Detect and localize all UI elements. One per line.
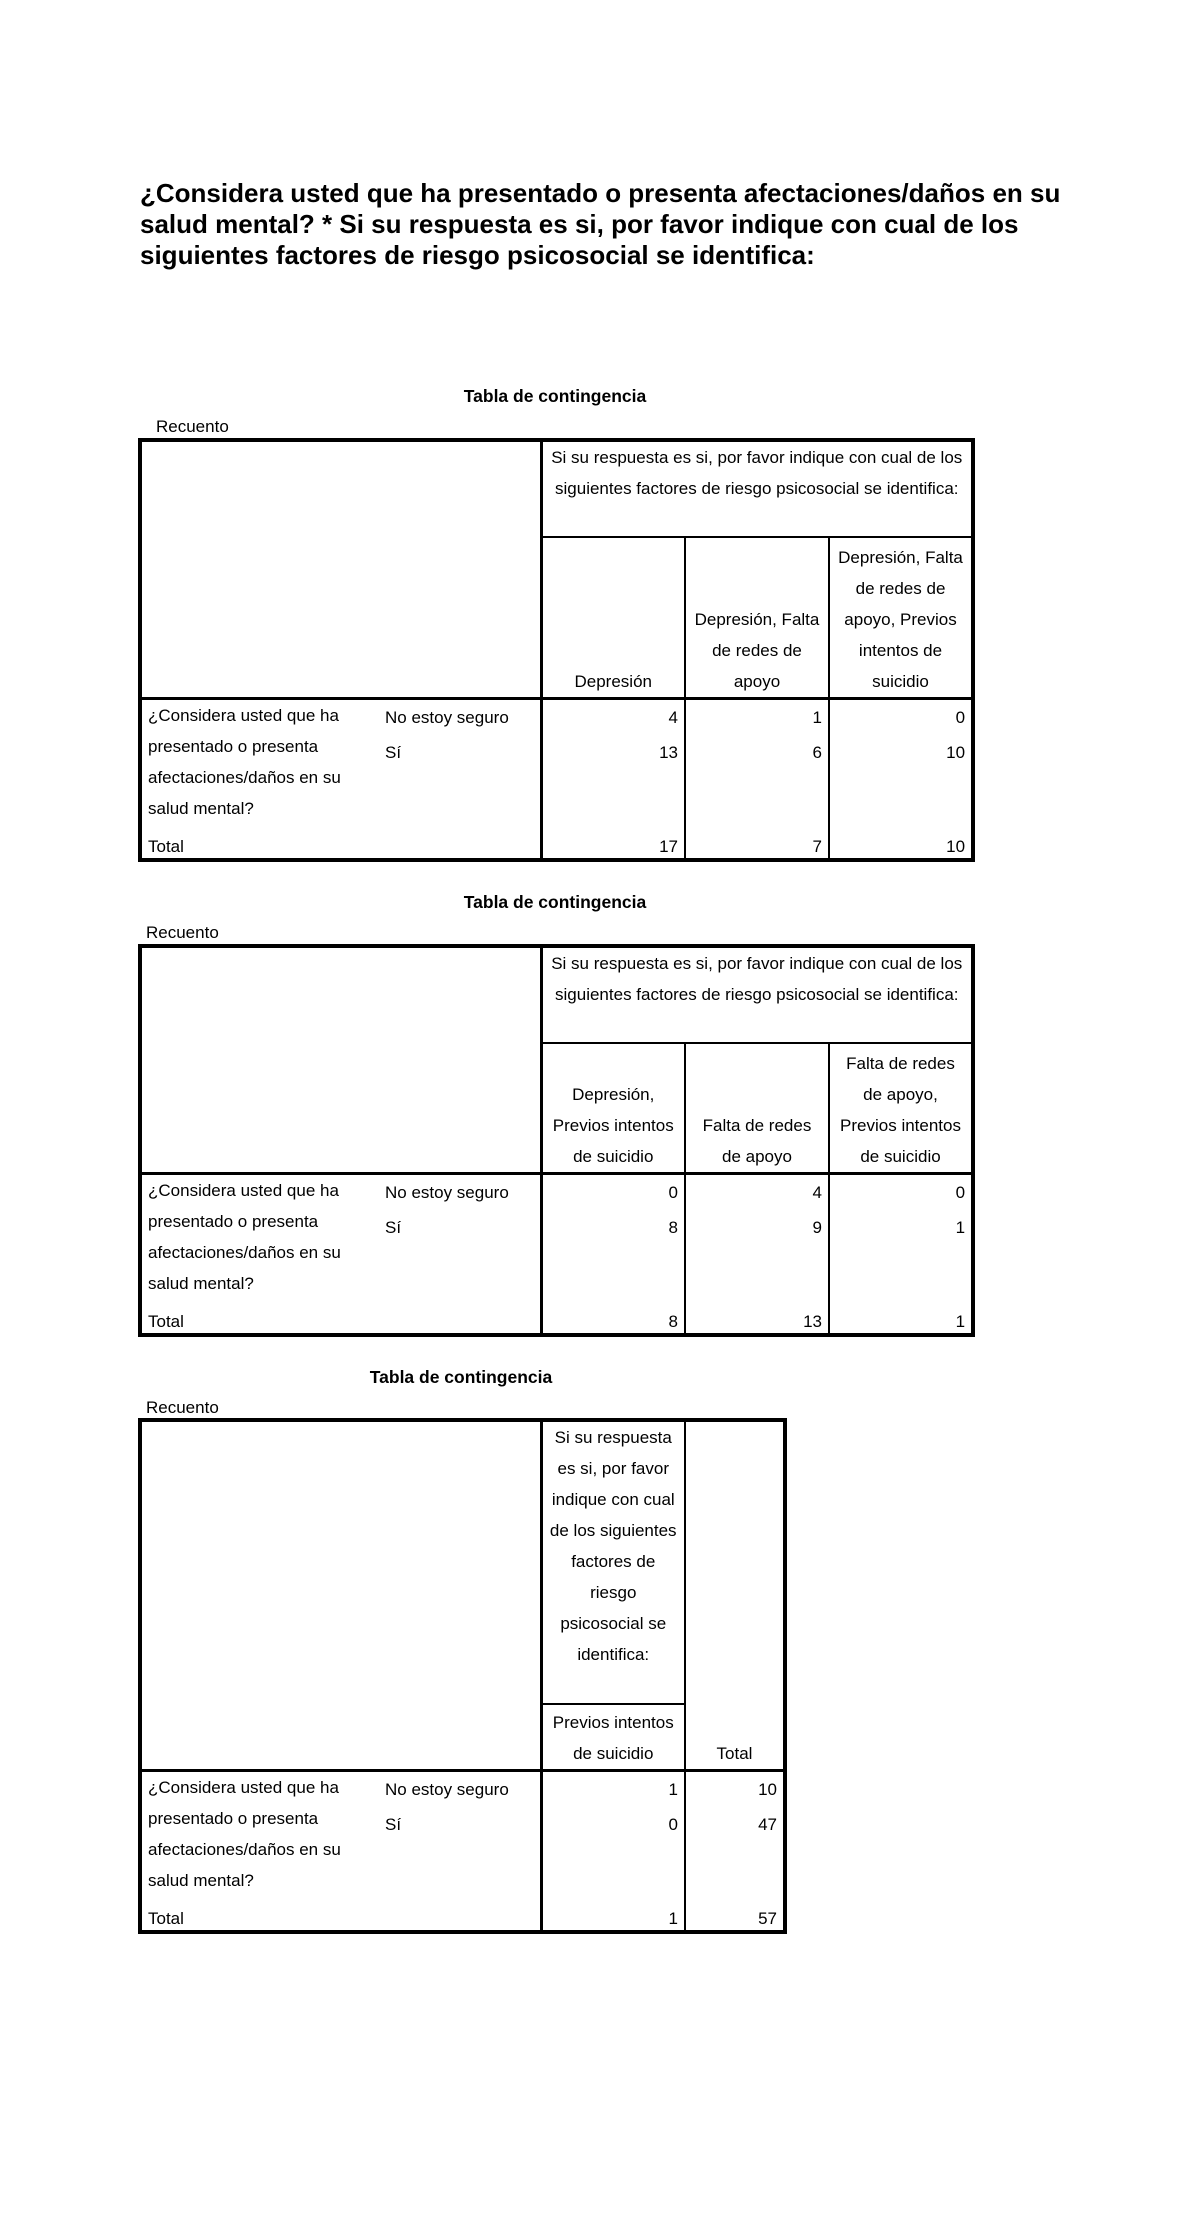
grand-total-value: 57	[758, 1909, 777, 1928]
row-question-label: ¿Considera usted que ha presentado o presenta afectaciones/daños en su salud mental?	[148, 1777, 341, 1890]
table-2-caption: Tabla de contingencia	[463, 892, 647, 912]
cell-value: 1	[812, 707, 822, 727]
table-header-corner	[140, 946, 541, 1173]
cell-value: 1	[955, 1217, 966, 1237]
row-label-no-estoy-seguro: No estoy seguro	[385, 707, 509, 727]
table-1-count-label: Recuento	[156, 417, 229, 436]
column-header: Falta de redes de apoyo, Previos intentos de suicidio	[829, 1043, 973, 1173]
row-sublabels	[379, 698, 541, 836]
column-header: Previos intentos de suicidio	[541, 1704, 685, 1770]
cell-value: 13	[659, 742, 678, 762]
cell-value: 0	[668, 1814, 678, 1834]
row-label-no-estoy-seguro: No estoy seguro	[385, 1779, 509, 1799]
total-value: 10	[946, 837, 966, 856]
cell-value: 6	[812, 742, 822, 762]
value-cell	[829, 698, 973, 836]
row-question-label: ¿Considera usted que ha presentado o presenta afectaciones/daños en su salud mental?	[148, 705, 341, 818]
table-2-count-label: Recuento	[146, 923, 219, 942]
column-header: Depresión, Falta de redes de apoyo	[685, 537, 829, 698]
page-title: ¿Considera usted que ha presentado o presenta afectaciones/daños en su salud mental? * Si su respuesta es si, por favor indique con cual de los siguientes factores de riesgo psicosocial se identifica:	[140, 178, 1061, 270]
total-value: 1	[955, 1312, 966, 1331]
table-row	[140, 698, 973, 836]
cell-value: 8	[668, 1217, 678, 1237]
value-cell	[685, 1173, 829, 1311]
row-label-si: Sí	[385, 1217, 402, 1237]
cell-value: 9	[812, 1217, 822, 1237]
total-row	[140, 836, 973, 860]
row-question-label: ¿Considera usted que ha presentado o presenta afectaciones/daños en su salud mental?	[148, 1180, 341, 1293]
total-value: 7	[685, 836, 829, 860]
table-row	[140, 1173, 973, 1311]
column-header: Depresión, Falta de redes de apoyo, Previos intentos de suicidio	[829, 537, 973, 698]
row-label-si: Sí	[385, 1814, 402, 1834]
total-label: Total	[140, 836, 541, 860]
table-3-count-label: Recuento	[146, 1398, 219, 1417]
table-row	[140, 1770, 785, 1908]
column-group-header: Si su respuesta es si, por favor indique con cual de los siguientes factores de riesgo psicosocial se identifica:	[541, 440, 973, 537]
value-cell	[685, 698, 829, 836]
value-cell	[541, 698, 685, 836]
cell-value: 10	[758, 1779, 777, 1799]
row-total-cell	[685, 1770, 785, 1908]
table-3-caption: Tabla de contingencia	[369, 1367, 553, 1387]
value-cell	[541, 1770, 685, 1908]
total-value: 8	[541, 1311, 685, 1335]
total-label: Total	[140, 1311, 541, 1335]
row-sublabels	[379, 1770, 541, 1908]
total-value: 13	[685, 1311, 829, 1335]
column-header: Falta de redes de apoyo	[685, 1043, 829, 1173]
column-group-header: Si su respuesta es si, por favor indique con cual de los siguientes factores de riesgo psicosocial se identifica:	[541, 1420, 685, 1704]
contingency-table-2	[138, 944, 975, 1337]
contingency-table-3	[138, 1418, 787, 1934]
total-value: 1	[541, 1908, 685, 1932]
table-1-caption: Tabla de contingencia	[463, 386, 647, 406]
row-sublabels	[379, 1173, 541, 1311]
value-cell	[541, 1173, 685, 1311]
row-label-no-estoy-seguro: No estoy seguro	[385, 1182, 509, 1202]
total-row	[140, 1311, 973, 1335]
total-row	[140, 1908, 785, 1932]
cell-value: 1	[668, 1779, 678, 1799]
value-cell	[829, 1173, 973, 1311]
column-header: Depresión	[541, 537, 685, 698]
total-label: Total	[140, 1908, 541, 1932]
table-header-corner	[140, 1420, 541, 1770]
total-value: 17	[541, 836, 685, 860]
total-column-header: Total	[685, 1420, 785, 1770]
cell-value: 10	[946, 742, 966, 762]
cell-value: 4	[668, 707, 678, 727]
row-label-si: Sí	[385, 742, 402, 762]
column-group-header: Si su respuesta es si, por favor indique con cual de los siguientes factores de riesgo psicosocial se identifica:	[541, 946, 973, 1043]
contingency-table-1	[138, 438, 975, 862]
cell-value: 0	[955, 707, 966, 727]
cell-value: 47	[758, 1814, 777, 1834]
table-header-corner	[140, 440, 541, 698]
column-header: Depresión, Previos intentos de suicidio	[541, 1043, 685, 1173]
cell-value: 0	[668, 1182, 678, 1202]
cell-value: 0	[955, 1182, 966, 1202]
cell-value: 4	[812, 1182, 822, 1202]
